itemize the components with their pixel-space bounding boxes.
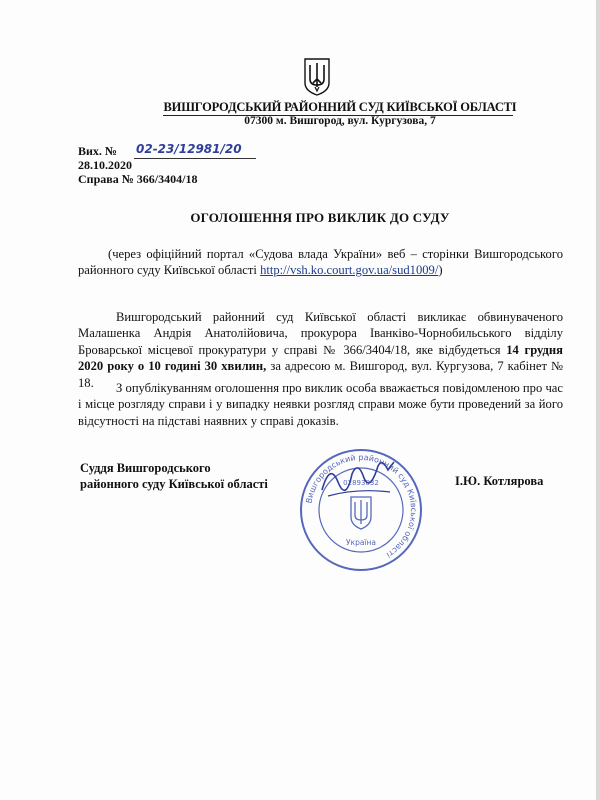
- judge-position: [80, 460, 268, 492]
- summons-text-after: за адресою м. Вишгород, вул. Кургузова, 7 кабінет № 18.: [78, 359, 563, 390]
- paragraph-portal: [78, 246, 563, 279]
- paragraph-summons: [78, 309, 563, 391]
- handwritten-outgoing-number: [134, 137, 264, 159]
- scan-edge: [596, 0, 600, 800]
- svg-text:Україна: Україна: [345, 538, 377, 547]
- outgoing-underline: [134, 158, 256, 159]
- svg-text:Вишгородський районний суд Киї: Вишгородський районний суд Київської області: [304, 452, 419, 560]
- case-number: Справа № 366/3404/18: [78, 172, 198, 186]
- judge-name: І.Ю. Котлярова: [455, 474, 544, 488]
- court-name: ВИШГОРОДСЬКИЙ РАЙОННИЙ СУД КИЇВСЬКОЇ ОБЛАСТІ: [163, 100, 517, 114]
- svg-text:02-23/12981/20: 02-23/12981/20: [136, 142, 242, 156]
- court-website-link[interactable]: http://vsh.ko.court.gov.ua/sud1009/: [260, 263, 439, 278]
- hearing-datetime: 14 грудня 2020 року о 10 годині 30 хвилин,: [78, 342, 563, 374]
- document-date: 28.10.2020: [78, 158, 132, 172]
- judge-position-line2: районного суду Київської області: [80, 477, 268, 491]
- outgoing-label: Вих. №: [78, 144, 117, 158]
- handwritten-signature: [318, 452, 398, 502]
- summons-text-before: Вишгородський районний суд Київської області викликає обвинуваченого Малашенка Андрія Анатолійовича, прокурора Іванківо-Чорнобильського відділу Броварської місцевої прокуратури у справі № 366/3404/18, яке відбудеться: [78, 310, 563, 357]
- portal-text: (через офіційний портал «Судова влада України» веб – сторінки Вишгородського районного суду Київської області: [78, 247, 563, 278]
- paragraph-notice: З опублікуванням оголошення про виклик особа вважається повідомленою про час і місце розгляду справи і у випадку неявки розгляд справи може бути проведений за його відсутності на підставі наявних у справі доказів.: [78, 381, 563, 428]
- trident-emblem-icon: [302, 57, 332, 97]
- portal-close: ): [438, 263, 443, 278]
- document-title: ОГОЛОШЕННЯ ПРО ВИКЛИК ДО СУДУ: [190, 210, 450, 225]
- court-address: 07300 м. Вишгород, вул. Кургузова, 7: [244, 115, 436, 127]
- outgoing-number: [78, 142, 242, 159]
- judge-position-line1: Суддя Вишгородського: [80, 461, 211, 475]
- svg-text:02893032: 02893032: [343, 479, 379, 487]
